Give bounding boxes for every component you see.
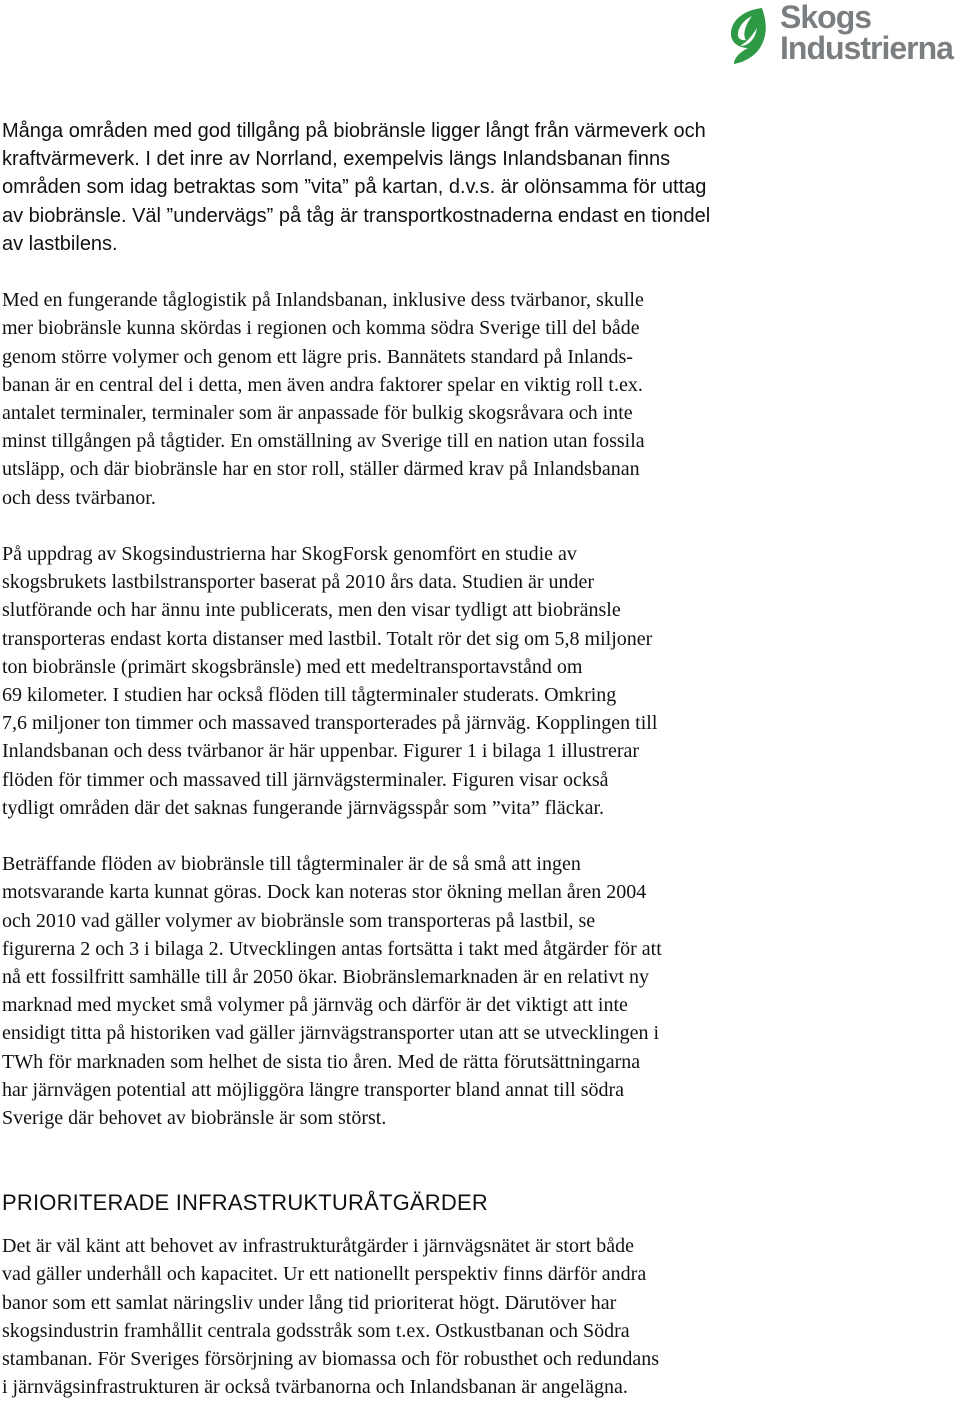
paragraph-line: Det är väl känt att behovet av infrastrukturåtgärder i järnvägsnätet är stort både (2, 1235, 634, 1258)
paragraph-line: Beträffande flöden av biobränsle till tågterminaler är de så små att ingen (2, 853, 581, 876)
paragraph-line: TWh för marknaden som helhet de sista tio åren. Med de rätta förutsättningarna (2, 1050, 641, 1073)
paragraph-line: Inlandsbanan och dess tvärbanor är här uppenbar. Figurer 1 i bilaga 1 illustrerar (2, 740, 640, 763)
paragraph-line: och 2010 vad gäller volymer av biobränsle som transporteras på lastbil, se (2, 909, 596, 932)
paragraph-line: genom större volymer och genom ett lägre pris. Bannätets standard på Inlands- (2, 345, 633, 368)
paragraph-2 (2, 286, 952, 512)
logo-line-1: Skogs (780, 0, 872, 35)
paragraph-line: vad gäller underhåll och kapacitet. Ur ett nationellt perspektiv finns därför andra (2, 1263, 647, 1286)
paragraph-line: skogsindustrin framhållit centrala godsstråk som t.ex. Ostkustbanan och Södra (2, 1319, 630, 1342)
paragraph-line: figurerna 2 och 3 i bilaga 2. Utvecklingen antas fortsätta i takt med åtgärder för att (2, 937, 662, 960)
paragraph-line: kraftvärmeverk. I det inre av Norrland, exempelvis längs Inlandsbanan finns (2, 148, 671, 171)
paragraph-line: av biobränsle. Väl ”undervägs” på tåg är transportkostnaderna endast en tiondel (2, 204, 711, 227)
document-body (2, 117, 952, 1401)
paragraph-3 (2, 540, 952, 822)
paragraph-line: områden som idag betraktas som ”vita” på kartan, d.v.s. är olönsamma för uttag (2, 176, 707, 199)
paragraph-line: nå ett fossilfritt samhälle till år 2050 ökar. Biobränslemarknaden är en relativt ny (2, 966, 650, 989)
paragraph-line: slutförande och har ännu inte publicerats, men den visar tydligt att biobränsle (2, 599, 621, 622)
paragraph-4 (2, 850, 952, 1132)
paragraph-line: och dess tvärbanor. (2, 486, 156, 509)
logo-wordmark (780, 2, 953, 64)
paragraph-line: Många områden med god tillgång på biobränsle ligger långt från värmeverk och (2, 120, 706, 142)
paragraph-1 (2, 117, 952, 258)
paragraph-line: flöden för timmer och massaved till järnvägsterminaler. Figuren visar också (2, 768, 609, 791)
paragraph-line: Med en fungerande tåglogistik på Inlandsbanan, inklusive dess tvärbanor, skulle (2, 289, 644, 312)
paragraph-line: stambanan. För Sveriges försörjning av biomassa och för robusthet och redundans (2, 1348, 660, 1371)
paragraph-line: 7,6 miljoner ton timmer och massaved transporterades på järnväg. Kopplingen till (2, 712, 658, 735)
paragraph-line: transporteras endast korta distanser med lastbil. Totalt rör det sig om 5,8 miljoner (2, 627, 653, 650)
paragraph-line: På uppdrag av Skogsindustrierna har SkogForsk genomfört en studie av (2, 543, 577, 566)
paragraph-line: banor som ett samlat näringsliv under lång tid prioriterat högt. Därutöver har (2, 1291, 617, 1314)
paragraph-line: tydligt områden där det saknas fungerande järnvägsspår som ”vita” fläckar. (2, 796, 605, 819)
paragraph-line: ton biobränsle (primärt skogsbränsle) med ett medeltransportavstånd om (2, 655, 583, 678)
paragraph-line: marknad med mycket små volymer på järnväg och därför är det viktigt att inte (2, 994, 628, 1017)
logo-line-2: Industrierna (780, 30, 953, 66)
paragraph-line: i järnvägsinfrastrukturen är också tvärbanorna och Inlandsbanan är angelägna. (2, 1376, 628, 1399)
paragraph-line: 69 kilometer. I studien har också flöden till tågterminaler studerats. Omkring (2, 684, 617, 707)
paragraph-line: utsläpp, och där biobränsle har en stor roll, ställer därmed krav på Inlandsbanan (2, 458, 640, 481)
section-paragraph (2, 1232, 952, 1401)
paragraph-line: banan är en central del i detta, men även andra faktorer spelar en viktig roll t.ex. (2, 373, 643, 396)
paragraph-line: antalet terminaler, terminaler som är anpassade för bulkig skogsråvara och inte (2, 402, 633, 425)
paragraph-line: skogsbrukets lastbilstransporter baserat på 2010 års data. Studien är under (2, 571, 595, 594)
paragraph-line: Sverige där behovet av biobränsle är som störst. (2, 1107, 387, 1130)
section-heading: PRIORITERADE INFRASTRUKTURÅTGÄRDER (2, 1190, 488, 1216)
paragraph-line: har järnvägen potential att möjliggöra längre transporter bland annat till södra (2, 1078, 625, 1101)
paragraph-line: motsvarande karta kunnat göras. Dock kan noteras stor ökning mellan åren 2004 (2, 881, 647, 904)
logo-leaf-icon (722, 2, 780, 68)
paragraph-line: mer biobränsle kunna skördas i regionen och komma södra Sverige till del både (2, 317, 640, 340)
skogsindustrierna-logo (718, 0, 960, 72)
paragraph-line: minst tillgången på tågtider. En omställning av Sverige till en nation utan fossila (2, 430, 645, 453)
paragraph-line: ensidigt titta på historiken vad gäller järnvägstransporter utan att se utvecklingen i (2, 1022, 660, 1045)
paragraph-line: av lastbilens. (2, 232, 118, 255)
